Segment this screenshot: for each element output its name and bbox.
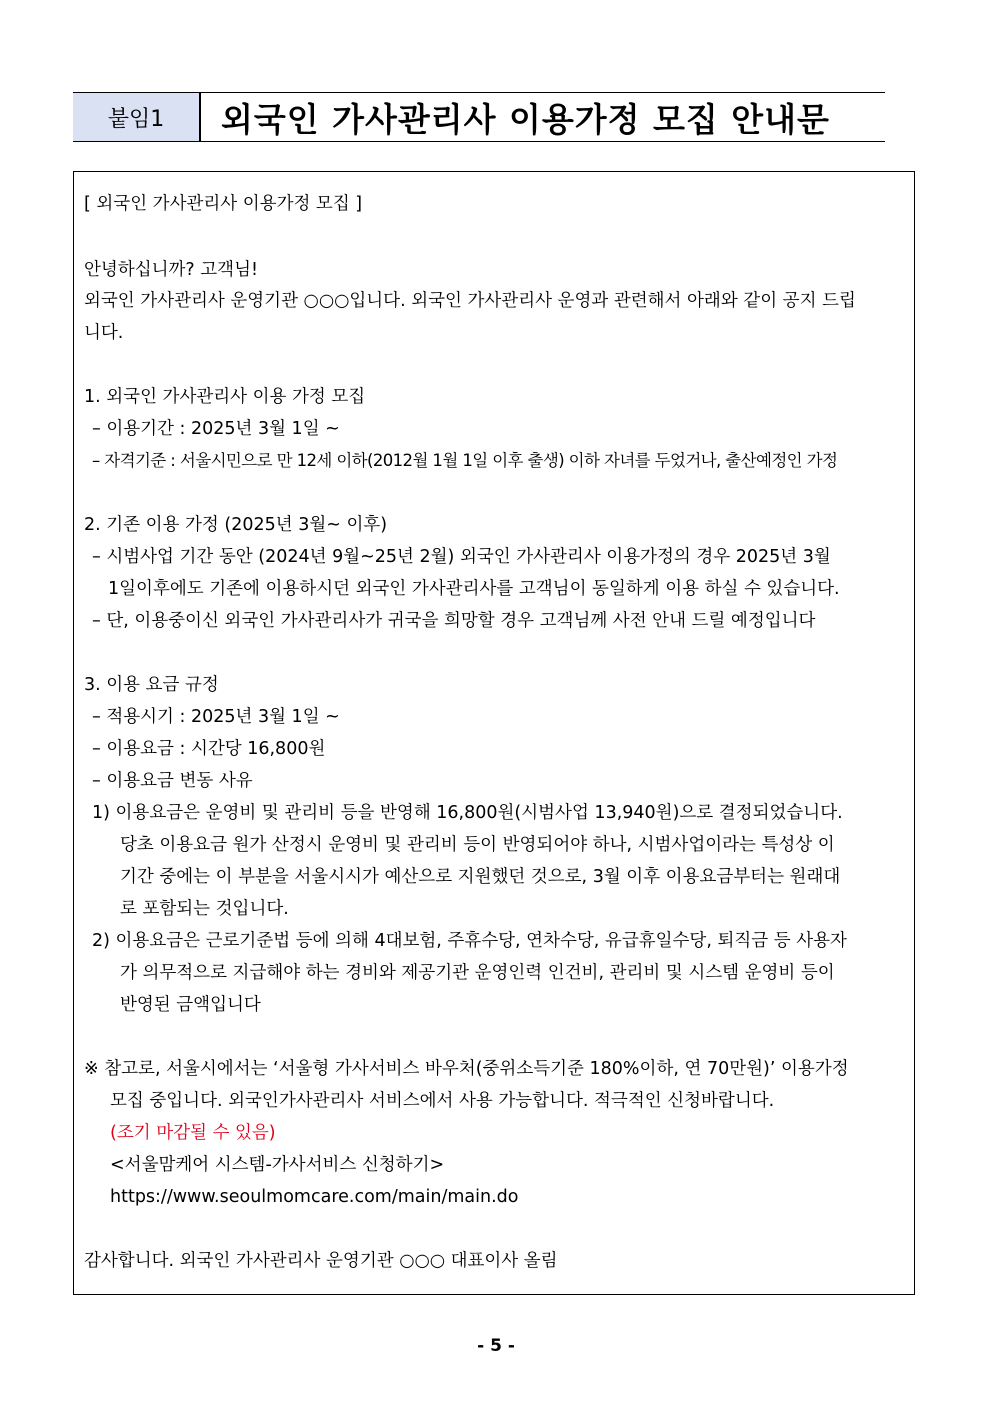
note-line-2: 모집 중입니다. 외국인가사관리사 서비스에서 사용 가능합니다. 적극적인 신청바랍니다. bbox=[110, 1091, 775, 1111]
section-1-period: – 이용기간 : 2025년 3월 1일 ~ bbox=[92, 419, 340, 439]
reason-2-line-1: 2) 이용요금은 근로기준법 등에 의해 4대보험, 주휴수당, 연차수당, 유급휴일수당, 퇴직금 등 사용자 bbox=[92, 931, 847, 951]
reason-1-line-4: 로 포함되는 것입니다. bbox=[120, 899, 289, 919]
intro-line-1: 외국인 가사관리사 운영기관 ○○○입니다. 외국인 가사관리사 운영과 관련해서 아래와 같이 공지 드립 bbox=[84, 291, 856, 311]
reason-2-line-2: 가 의무적으로 지급해야 하는 경비와 제공기관 운영인력 인건비, 관리비 및 시스템 운영비 등이 bbox=[120, 963, 835, 983]
attachment-tag: 붙임1 bbox=[73, 93, 201, 141]
page-number: - 5 - bbox=[477, 1336, 515, 1356]
reason-1-line-1: 1) 이용요금은 운영비 및 관리비 등을 반영해 16,800원(시범사업 13,940원)으로 결정되었습니다. bbox=[92, 803, 843, 823]
note-link-label: <서울맘케어 시스템-가사서비스 신청하기> bbox=[110, 1155, 445, 1175]
section-3-title: 3. 이용 요금 규정 bbox=[84, 675, 219, 695]
closing-signature: 감사합니다. 외국인 가사관리사 운영기관 ○○○ 대표이사 올림 bbox=[84, 1251, 558, 1271]
seoulmomcare-url[interactable]: https://www.seoulmomcare.com/main/main.do bbox=[110, 1187, 519, 1207]
document-title: 외국인 가사관리사 이용가정 모집 안내문 bbox=[221, 99, 830, 139]
reason-1-line-2: 당초 이용요금 원가 산정시 운영비 및 관리비 등이 반영되어야 하나, 시범사업이라는 특성상 이 bbox=[120, 835, 835, 855]
section-2-item-b: – 단, 이용중이신 외국인 가사관리사가 귀국을 희망할 경우 고객님께 사전 안내 드릴 예정입니다 bbox=[92, 611, 816, 631]
section-3-change-reason: – 이용요금 변동 사유 bbox=[92, 771, 253, 791]
greeting: 안녕하십니까? 고객님! bbox=[84, 260, 259, 280]
section-2-item-a-line-1: – 시범사업 기간 동안 (2024년 9월~25년 2월) 외국인 가사관리사 이용가정의 경우 2025년 3월 bbox=[92, 547, 831, 567]
reason-2-line-3: 반영된 금액입니다 bbox=[120, 995, 261, 1015]
note-line-1: ※ 참고로, 서울시에서는 ‘서울형 가사서비스 바우처(중위소득기준 180%이하, 연 70만원)’ 이용가정 bbox=[84, 1059, 849, 1079]
document-header bbox=[73, 92, 885, 142]
intro-line-2: 니다. bbox=[84, 323, 124, 343]
section-3-fee: – 이용요금 : 시간당 16,800원 bbox=[92, 739, 326, 759]
notice-heading: [ 외국인 가사관리사 이용가정 모집 ] bbox=[84, 194, 363, 214]
section-3-apply-date: – 적용시기 : 2025년 3월 1일 ~ bbox=[92, 707, 340, 727]
section-1-eligibility: – 자격기준 : 서울시민으로 만 12세 이하(2012월 1월 1일 이후 출생) 이하 자녀를 두었거나, 출산예정인 가정 bbox=[92, 451, 838, 470]
notice-box bbox=[73, 171, 915, 1295]
section-2-title: 2. 기존 이용 가정 (2025년 3월~ 이후) bbox=[84, 515, 388, 535]
section-2-item-a-line-2: 1일이후에도 기존에 이용하시던 외국인 가사관리사를 고객님이 동일하게 이용 하실 수 있습니다. bbox=[108, 579, 840, 599]
reason-1-line-3: 기간 중에는 이 부분을 서울시시가 예산으로 지원했던 것으로, 3월 이후 이용요금부터는 원래대 bbox=[120, 867, 841, 887]
note-deadline-warning: (조기 마감될 수 있음) bbox=[110, 1123, 276, 1143]
section-1-title: 1. 외국인 가사관리사 이용 가정 모집 bbox=[84, 387, 366, 407]
